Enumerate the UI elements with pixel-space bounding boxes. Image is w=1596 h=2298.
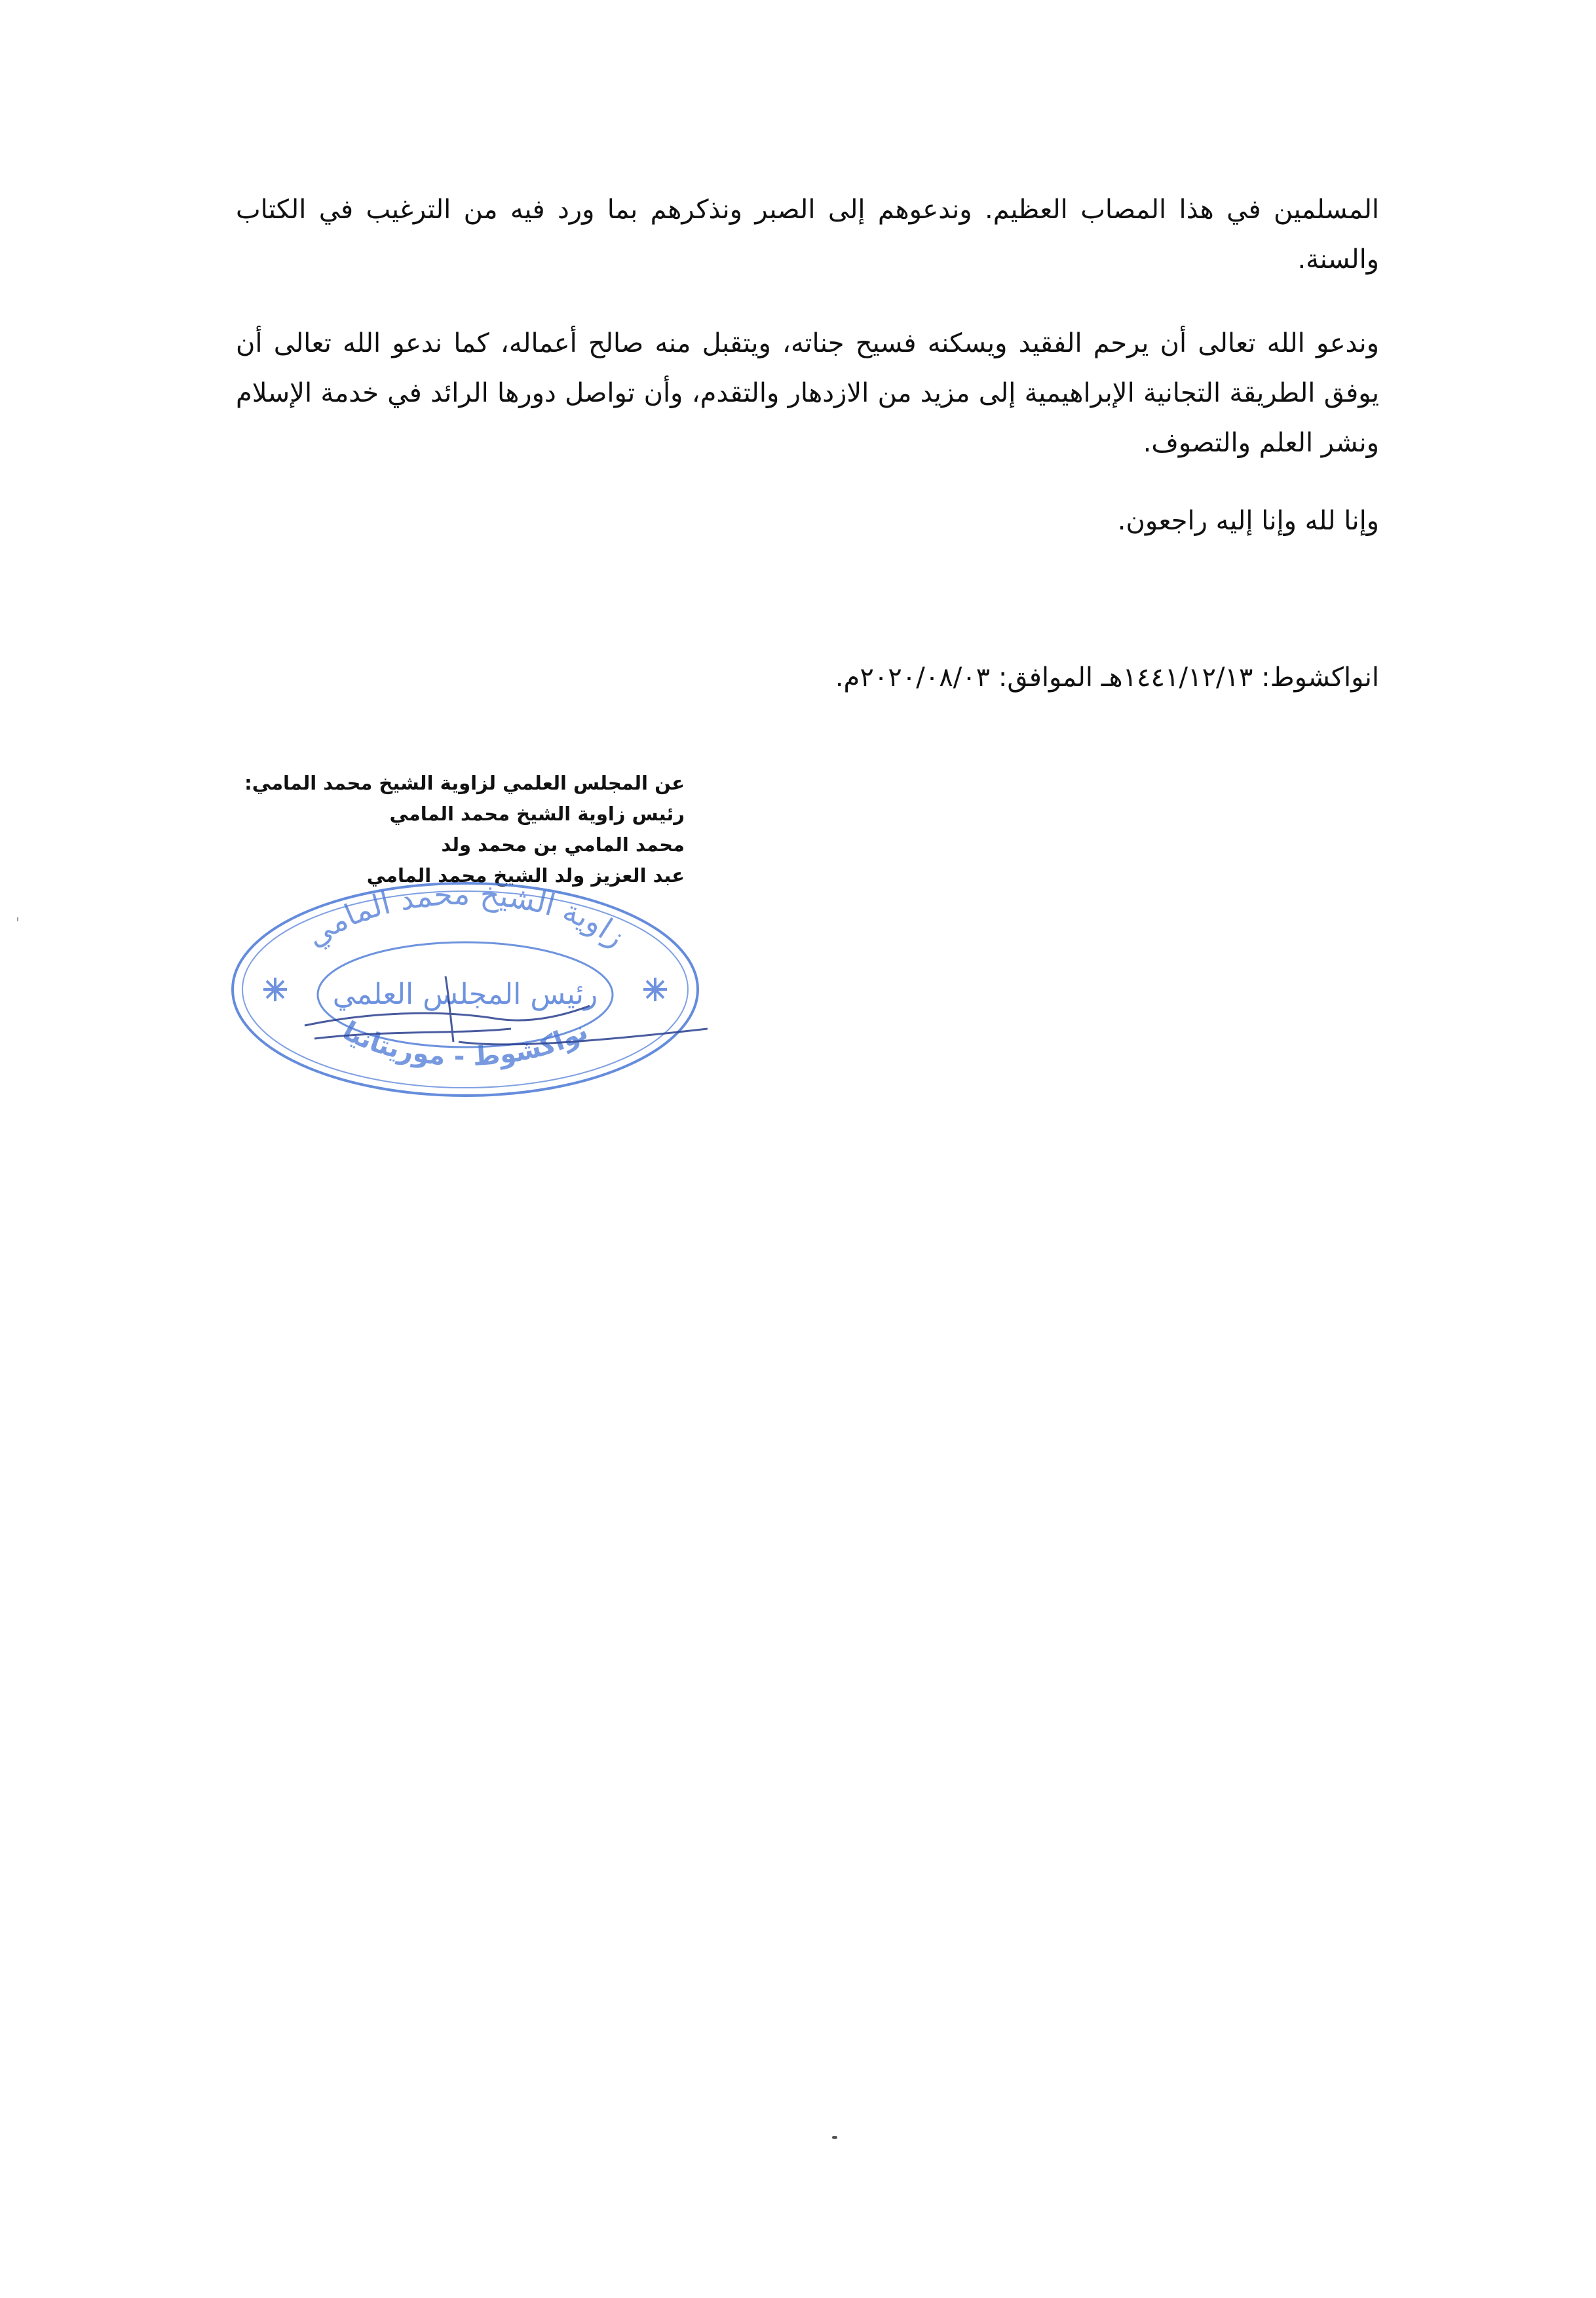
signature-line-title: رئيس زاوية الشيخ محمد المامي	[389, 803, 685, 825]
signature-line-council: عن المجلس العلمي لزاوية الشيخ محمد المامي:	[244, 772, 685, 794]
stamp-seal-graphic	[223, 878, 708, 1101]
paragraph-prayer: وندعو الله تعالى أن يرحم الفقيد ويسكنه فسيح جناته، ويتقبل منه صالح أعماله، كما ندعو الله تعالى أن يوفق الطريقة التجانية الإبراهيمية إلى مزيد من الازدهار والتقدم، وأن تواصل دورها الرائد في خدمة الإسلام ونشر العلم والتصوف.	[236, 328, 1379, 458]
stamp-center-text: رئيس المجلس العلمي	[332, 978, 598, 1011]
stamp-top-text: زاوية الشيخ محمد المامي	[298, 878, 633, 955]
stamp-left-star-icon	[263, 978, 287, 1001]
scan-edge-mark	[17, 917, 18, 921]
paragraph-closing: وإنا لله وإنا إليه راجعون.	[1117, 506, 1379, 536]
date-line: انواكشوط: ١٤٤١/١٢/١٣هـ الموافق: ٢٠٢٠/٠٨/٠٣م.	[835, 662, 1379, 693]
official-stamp	[223, 878, 708, 1101]
signature-line-name: محمد المامي بن محمد ولد	[441, 833, 685, 856]
svg-text:نواكشوط - موريتانيا	[337, 1016, 593, 1072]
signature-line-name-2: عبد العزيز ولد الشيخ محمد المامي	[366, 864, 685, 887]
stamp-right-star-icon	[643, 978, 667, 1001]
signature-block	[236, 768, 685, 891]
stamp-bottom-text: نواكشوط - موريتانيا	[337, 1016, 594, 1073]
scan-speck	[832, 2136, 837, 2139]
paragraph-condolence: المسلمين في هذا المصاب العظيم. وندعوهم إلى الصبر ونذكرهم بما ورد فيه من الترغيب في الكتاب والسنة.	[236, 195, 1379, 275]
